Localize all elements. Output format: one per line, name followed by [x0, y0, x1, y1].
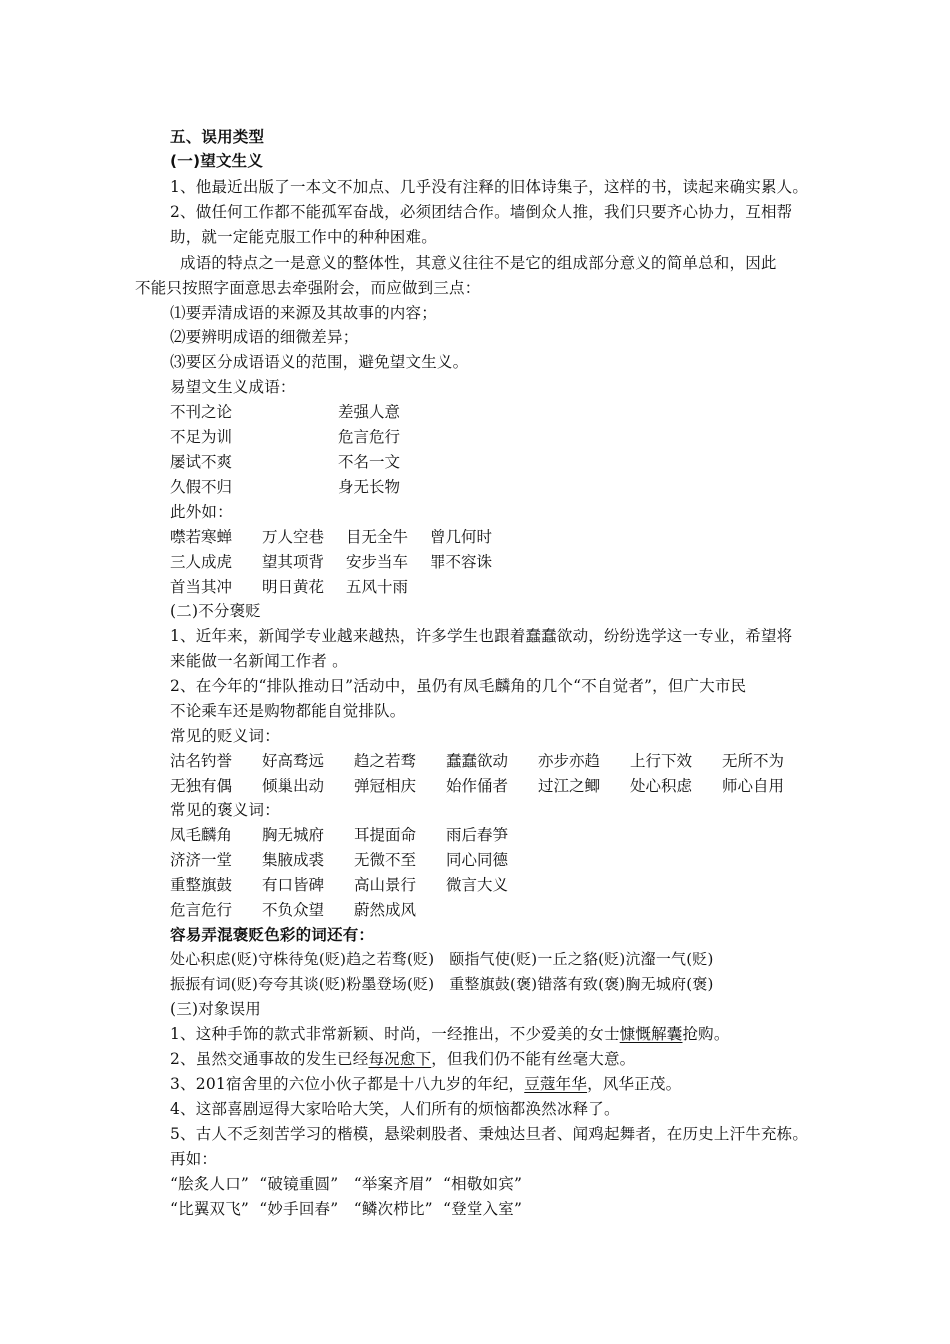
idiom: 趋之若骛 [354, 752, 417, 770]
list-label: 常见的贬义词： [170, 727, 280, 745]
idiom: 无所不为 [722, 752, 785, 770]
confusable-idioms: 处心积虑(贬)守株待兔(贬)趋之若骛(贬) 颐指气使(贬)一丘之貉(贬)沆瀣一气(贬) [170, 950, 714, 968]
idiom: 师心自用 [722, 777, 785, 795]
list-label: 常见的褒义词： [170, 801, 280, 819]
idiom: 胸无城府 [262, 826, 325, 844]
idiom: 济济一堂 [170, 851, 233, 869]
idiom: 亦步亦趋 [538, 752, 601, 770]
idiom: 上行下效 [630, 752, 693, 770]
idiom: 五风十雨 [346, 578, 409, 596]
idiom: 有口皆碑 [262, 876, 325, 894]
idiom: 罪不容诛 [430, 553, 493, 571]
idiom: 明日黄花 [262, 578, 325, 596]
idiom: 久假不归 [170, 478, 233, 496]
idiom: 高山景行 [354, 876, 417, 894]
example-sentence: 3、201宿舍里的六位小伙子都是十八九岁的年纪，豆蔻年华，风华正茂。 [170, 1075, 682, 1093]
idiom: 微言大义 [446, 876, 509, 894]
idiom: 望其项背 [262, 553, 325, 571]
underlined-idiom: 每况愈下 [368, 1050, 432, 1068]
list-label: 再如： [170, 1150, 218, 1168]
point-item: ⑶要区分成语语义的范围，避免望文生义。 [170, 353, 469, 371]
idiom: 不负众望 [262, 901, 325, 919]
example-sentence: 2、做任何工作都不能孤军奋战，必须团结合作。墙倒众人推，我们只要齐心协力，互相帮 [170, 203, 793, 221]
quoted-idioms: “脍炙人口” “破镜重圆” “举案齐眉” “相敬如宾” [170, 1175, 523, 1193]
subsection-title-1: (一)望文生义 [170, 152, 264, 170]
idiom: 蠢蠢欲动 [446, 752, 509, 770]
idiom: 不刊之论 [170, 403, 233, 421]
idiom: 三人成虎 [170, 553, 233, 571]
example-sentence: 5、古人不乏刻苦学习的楷模，悬梁刺股者、秉烛达旦者、闻鸡起舞者，在历史上汗牛充栋。 [170, 1125, 809, 1143]
quoted-idioms: “比翼双飞” “妙手回春” “鳞次栉比” “登堂入室” [170, 1200, 523, 1218]
explanation-paragraph: 成语的特点之一是意义的整体性，其意义往往不是它的组成部分意义的简单总和，因此 [180, 254, 777, 272]
idiom: 好高骛远 [262, 752, 325, 770]
example-sentence: 1、近年来，新闻学专业越来越热，许多学生也跟着蠢蠢欲动，纷纷选学这一专业，希望将 [170, 627, 793, 645]
list-label: 易望文生义成语： [170, 378, 296, 396]
idiom: 危言危行 [170, 901, 233, 919]
idiom: 安步当车 [346, 553, 409, 571]
idiom: 万人空巷 [262, 528, 325, 546]
example-sentence-cont: 助，就一定能克服工作中的种种困难。 [170, 228, 437, 246]
example-sentence: 2、虽然交通事故的发生已经每况愈下，但我们仍不能有丝毫大意。 [170, 1050, 636, 1068]
idiom: 同心同德 [446, 851, 509, 869]
subsection-title-2: (二)不分褒贬 [170, 602, 261, 620]
idiom: 耳提面命 [354, 826, 417, 844]
idiom: 身无长物 [338, 478, 401, 496]
example-sentence-cont: 来能做一名新闻工作者 。 [170, 652, 348, 670]
example-sentence: 4、这部喜剧逗得大家哈哈大笑，人们所有的烦恼都涣然冰释了。 [170, 1100, 620, 1118]
subsection-title-3: (三)对象误用 [170, 1000, 261, 1018]
idiom: 屡试不爽 [170, 453, 233, 471]
idiom: 首当其冲 [170, 578, 233, 596]
section-heading: 五、误用类型 [170, 128, 265, 146]
example-sentence-cont: 不论乘车还是购物都能自觉排队。 [170, 702, 406, 720]
idiom: 处心积虑 [630, 777, 693, 795]
idiom: 无微不至 [354, 851, 417, 869]
idiom: 倾巢出动 [262, 777, 325, 795]
idiom: 重整旗鼓 [170, 876, 233, 894]
underlined-idiom: 豆蔻年华 [524, 1075, 588, 1093]
idiom: 危言危行 [338, 428, 401, 446]
idiom: 凤毛麟角 [170, 826, 233, 844]
idiom: 不名一文 [338, 453, 401, 471]
idiom: 目无全牛 [346, 528, 409, 546]
underlined-idiom: 慷慨解囊 [619, 1025, 683, 1043]
idiom: 雨后春笋 [446, 826, 509, 844]
idiom: 集腋成裘 [262, 851, 325, 869]
idiom: 差强人意 [338, 403, 401, 421]
list-label-bold: 容易弄混褒贬色彩的词还有： [170, 926, 375, 944]
idiom: 无独有偶 [170, 777, 233, 795]
idiom: 蔚然成风 [354, 901, 417, 919]
confusable-idioms: 振振有词(贬)夸夸其谈(贬)粉墨登场(贬) 重整旗鼓(褒)错落有致(褒)胸无城府(褒) [170, 975, 714, 993]
idiom: 不足为训 [170, 428, 233, 446]
idiom: 沽名钓誉 [170, 752, 233, 770]
example-sentence: 1、这种手饰的款式非常新颖、时尚，一经推出，不少爱美的女士慷慨解囊抢购。 [170, 1025, 730, 1043]
example-sentence: 2、在今年的“排队推动日”活动中，虽仍有凤毛麟角的几个“不自觉者”，但广大市民 [170, 677, 747, 695]
idiom: 弹冠相庆 [354, 777, 417, 795]
idiom: 过江之鲫 [538, 777, 601, 795]
idiom: 曾几何时 [430, 528, 493, 546]
idiom: 始作俑者 [446, 777, 509, 795]
list-label: 此外如： [170, 503, 233, 521]
explanation-paragraph-cont: 不能只按照字面意思去牵强附会，而应做到三点： [135, 279, 481, 297]
idiom: 噤若寒蝉 [170, 528, 233, 546]
example-sentence: 1、他最近出版了一本文不加点、几乎没有注释的旧体诗集子，这样的书，读起来确实累人。 [170, 178, 809, 196]
point-item: ⑴要弄清成语的来源及其故事的内容； [170, 304, 437, 322]
point-item: ⑵要辨明成语的细微差异； [170, 328, 359, 346]
